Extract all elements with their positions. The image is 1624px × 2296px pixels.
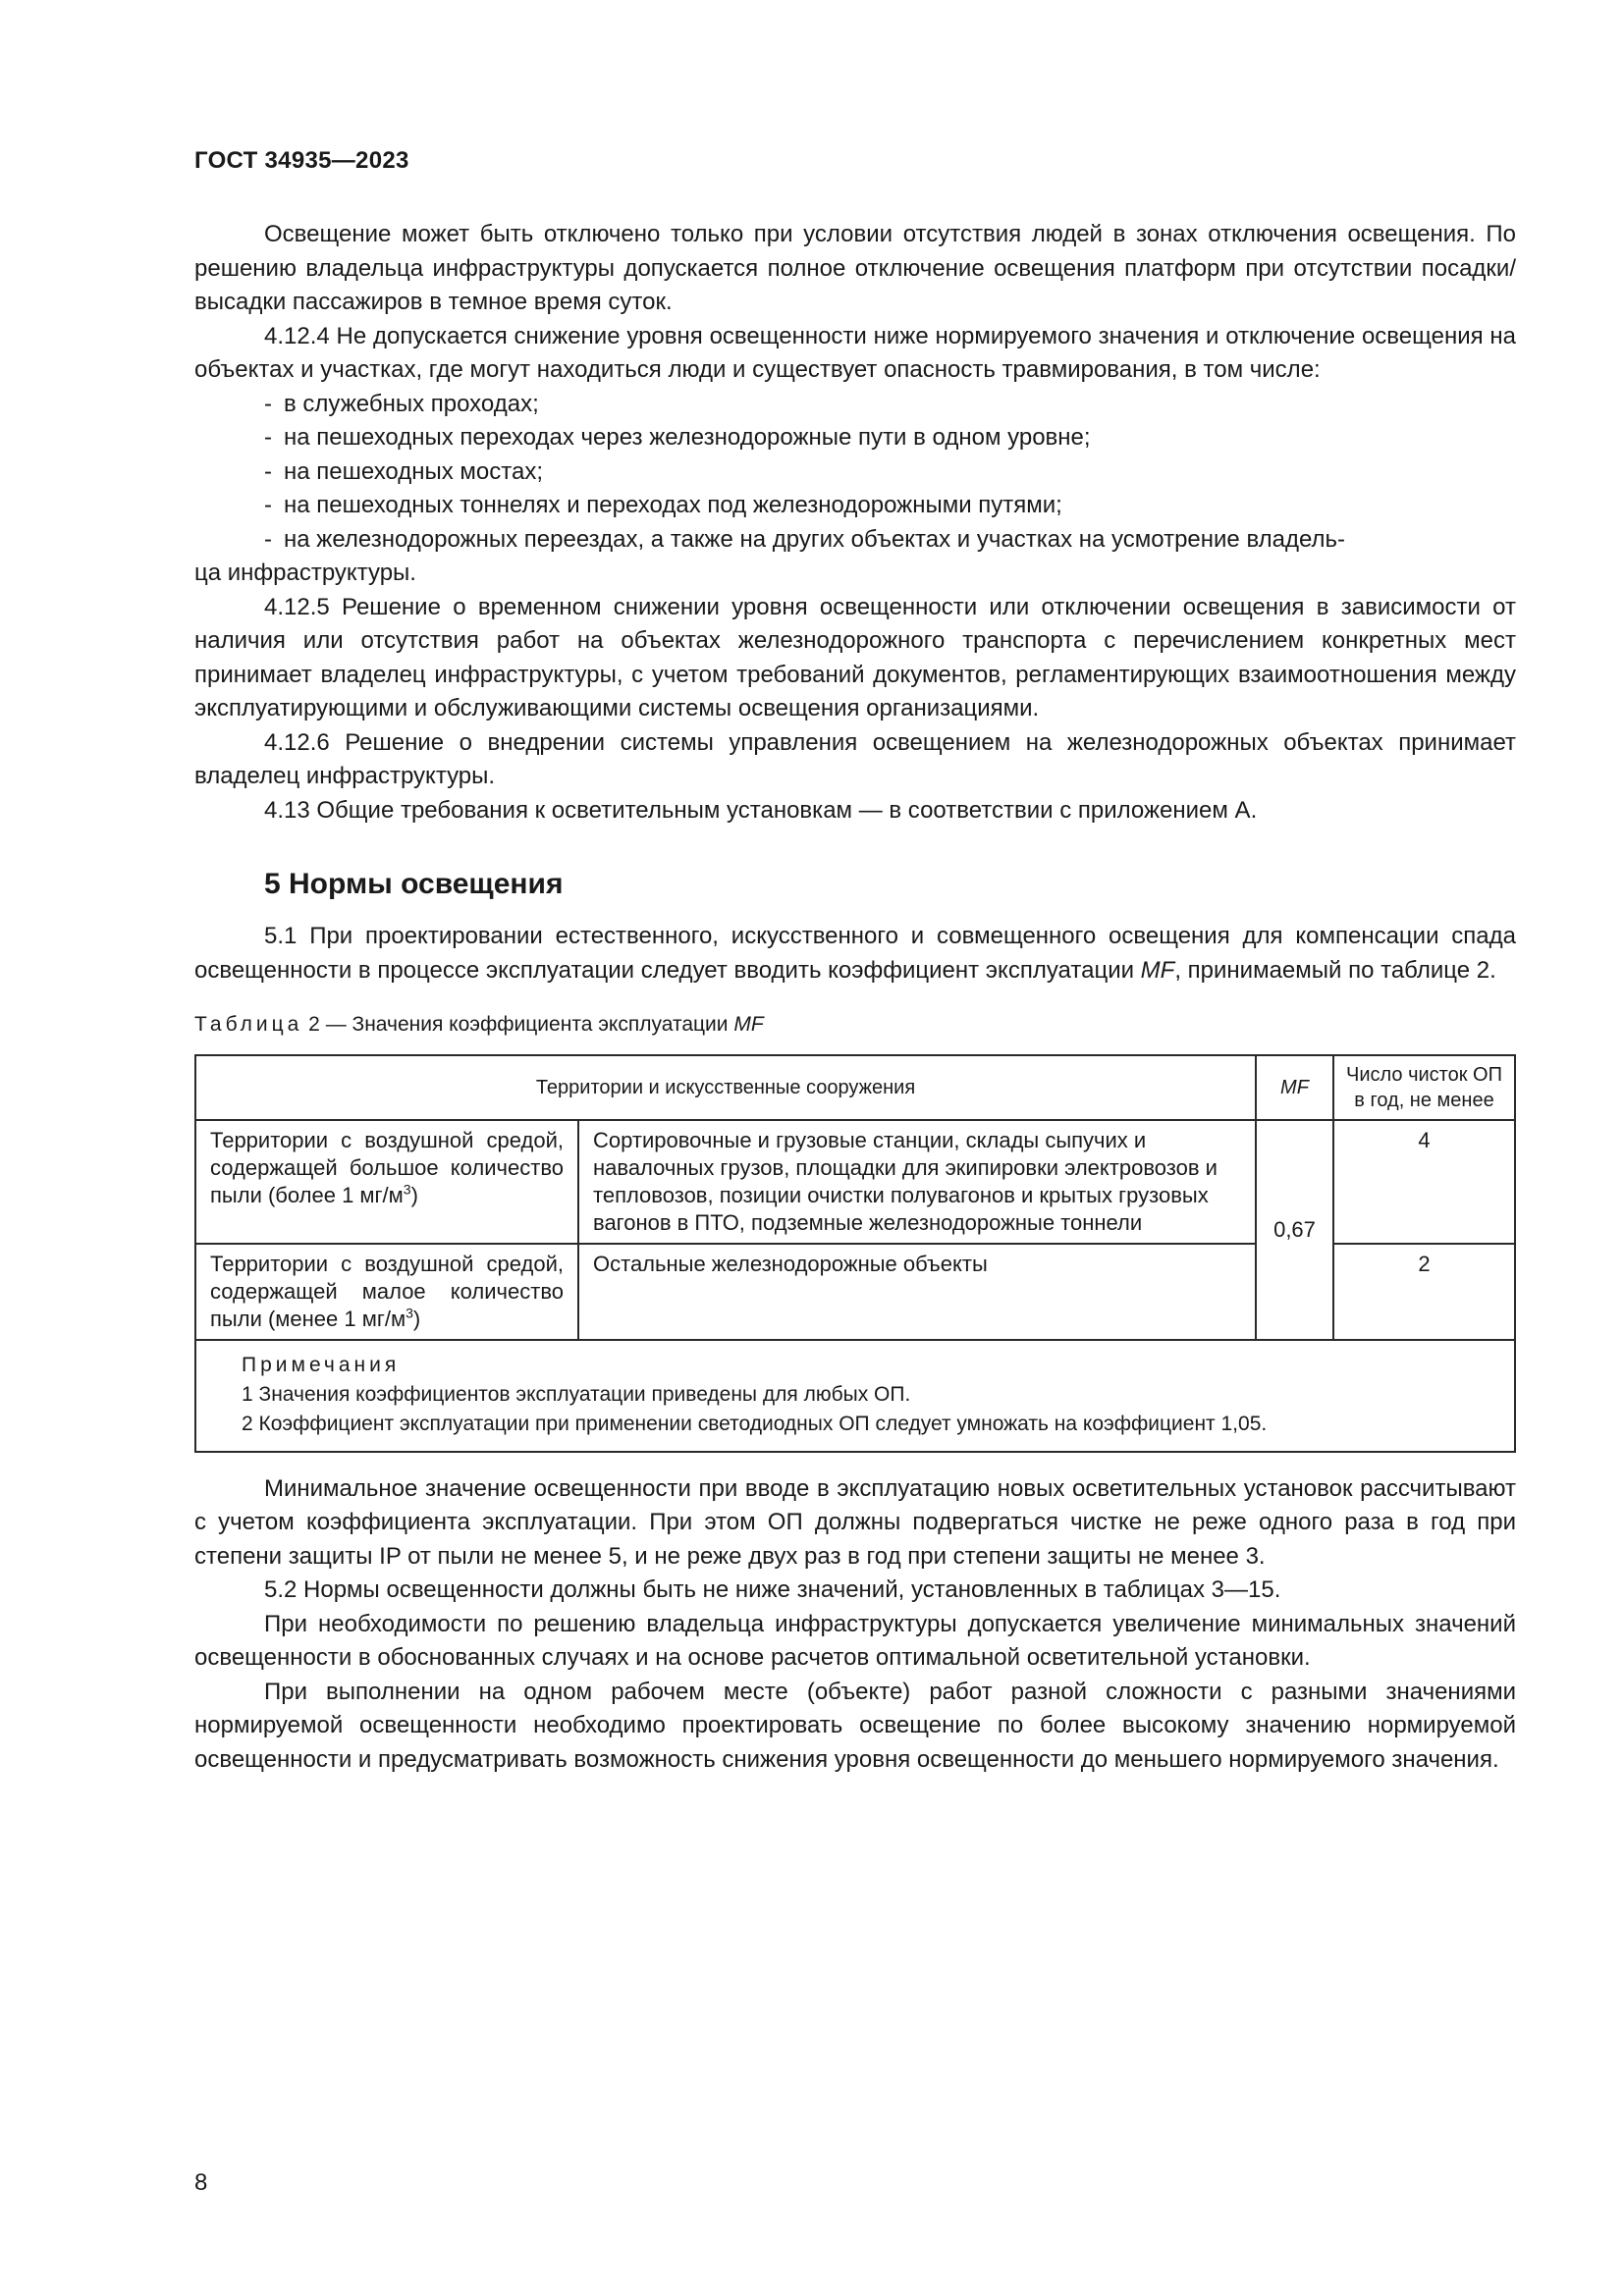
paragraph-4-12-4: 4.12.4 Не допускается снижение уровня освещенности ниже нормируемого значения и отключение освещения на объектах и участках, где могут находиться люди и существует опасность травмирования, в том числе:: [194, 322, 1516, 383]
cell-mf-value: 0,67: [1256, 1120, 1333, 1340]
table-row: [195, 1120, 1515, 1244]
section-heading: 5 Нормы освещения: [264, 868, 564, 900]
header-cleanings: Число чисток ОП в год, не менее: [1333, 1055, 1515, 1120]
paragraph-4-12-6: 4.12.6 Решение о внедрении системы управления освещением на железнодорожных объектах принимает владелец инфраструктуры.: [194, 728, 1516, 789]
cell-text: ): [410, 1182, 418, 1207]
list-item-continuation: ца инфраструктуры.: [194, 560, 416, 586]
cell-text: ): [412, 1306, 421, 1331]
list-item-text: на пешеходных переходах через железнодорожные пути в одном уровне;: [284, 424, 1091, 451]
note-item: 2 Коэффициент эксплуатации при применении светодиодных ОП следует умножать на коэффициент 1,05.: [242, 1412, 1268, 1435]
document-header: ГОСТ 34935—2023: [194, 147, 409, 174]
list-item-text: на пешеходных мостах;: [284, 457, 543, 485]
table-caption: [194, 1008, 1516, 1042]
table-caption-mf: MF: [733, 1013, 764, 1036]
cell-text: Территории с воздушной средой, содержащей малое количество пыли (менее 1 мг/м: [210, 1251, 564, 1331]
superscript: 3: [406, 1305, 413, 1321]
cell-territory: [195, 1120, 578, 1244]
note-item: 1 Значения коэффициентов эксплуатации приведены для любых ОП.: [242, 1382, 911, 1406]
cell-cleanings: 2: [1333, 1244, 1515, 1340]
superscript: 3: [403, 1181, 411, 1198]
table-header-row: [195, 1055, 1515, 1120]
list-item: - в служебных проходах;: [264, 390, 539, 417]
list-item: - на пешеходных переходах через железнодорожные пути в одном уровне;: [264, 424, 1091, 451]
paragraph: Минимальное значение освещенности при вводе в эксплуатацию новых осветительных установок рассчитывают с учетом коэффициента эксплуатации. При этом ОП должны подвергаться чистке не реже одного раза в год при степени защиты IP от пыли не менее 5, и не реже двух раз в год при степени защиты не менее 3.: [194, 1474, 1516, 1570]
page-number: 8: [194, 2169, 208, 2196]
list-item-text: в служебных проходах;: [284, 390, 539, 417]
header-mf-text: MF: [1280, 1076, 1309, 1098]
paragraph-4-13: 4.13 Общие требования к осветительным установкам — в соответствии с приложением А.: [264, 796, 1258, 824]
paragraph-text: 5.1 При проектировании естественного, искусственного и совмещенного освещения для компенсации спада освещенности в процессе эксплуатации следует вводить коэффициент эксплуатации: [194, 923, 1516, 984]
paragraph: При выполнении на одном рабочем месте (объекте) работ разной сложности с разными значениями нормируемой освещенности необходимо проектировать освещение по более высокому значению нормируемой освещенности и предусматривать возможность снижения уровня освещенности до меньшего нормируемого значения.: [194, 1678, 1516, 1773]
list-item: - на пешеходных мостах;: [264, 457, 543, 485]
paragraph: Освещение может быть отключено только при условии отсутствия людей в зонах отключения освещения. По решению владельца инфраструктуры допускается полное отключение освещения платформ при отсутствии посадки/высадки пассажиров в темное время суток.: [194, 221, 1516, 315]
table-notes: [195, 1340, 1515, 1452]
paragraph-4-12-5: 4.12.5 Решение о временном снижении уровня освещенности или отключении освещения в зависимости от наличия или отсутствия работ на объектах железнодорожного транспорта с перечислением конкретных мест принимает владелец инфраструктуры, с учетом требований документов, регламентирующих взаимоотношения между эксплуатирующими и обслуживающими системы освещения организациями.: [194, 593, 1516, 721]
list-item-text: на железнодорожных переездах, а также на других объектах и участках на усмотрение владель-: [284, 525, 1346, 553]
cell-objects: Сортировочные и грузовые станции, склады сыпучих и навалочных грузов, площадки для экипировки электровозов и тепловозов, позиции очистки полувагонов и крытых грузовых вагонов в ПТО, подземные железнодорожные тоннели: [578, 1120, 1256, 1244]
after-table: [194, 1472, 1516, 1778]
paragraph-text: , принимаемый по таблице 2.: [1174, 956, 1496, 984]
header-mf: [1256, 1055, 1333, 1120]
list-item-text: на пешеходных тоннелях и переходах под железнодорожными путями;: [284, 492, 1062, 518]
mf-table: [194, 1054, 1516, 1453]
paragraph-5-2: 5.2 Нормы освещенности должны быть не ниже значений, установленных в таблицах 3—15.: [264, 1576, 1281, 1603]
header-territories: Территории и искусственные сооружения: [195, 1055, 1256, 1120]
document-body: [194, 218, 1516, 1777]
table-caption-label: Таблица: [194, 1013, 303, 1036]
paragraph: При необходимости по решению владельца инфраструктуры допускается увеличение минимальных значений освещенности в обоснованных случаях и на основе расчетов оптимальной осветительной установки.: [194, 1610, 1516, 1671]
cell-territory: [195, 1244, 578, 1340]
cell-text: Территории с воздушной средой, содержащей большое количество пыли (более 1 мг/м: [210, 1127, 564, 1207]
mf-symbol: MF: [1140, 956, 1175, 984]
list-item: - на железнодорожных переездах, а также на других объектах и участках на усмотрение владель-: [264, 525, 1346, 553]
list-item: - на пешеходных тоннелях и переходах под железнодорожными путями;: [264, 492, 1062, 518]
paragraph-5-1: [194, 920, 1516, 988]
table-notes-row: [195, 1340, 1515, 1452]
cell-objects: Остальные железнодорожные объекты: [578, 1244, 1256, 1340]
cell-cleanings: 4: [1333, 1120, 1515, 1244]
table-caption-text: 2 — Значения коэффициента эксплуатации: [302, 1013, 734, 1036]
notes-title: Примечания: [242, 1353, 401, 1376]
